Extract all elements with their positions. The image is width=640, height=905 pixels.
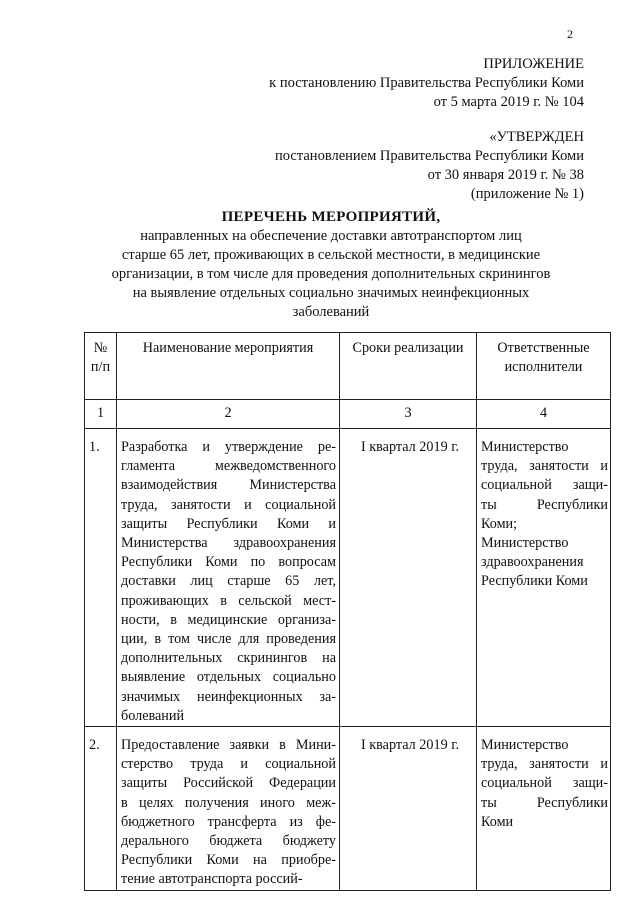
appendix-label: ПРИЛОЖЕНИЕ — [483, 56, 584, 72]
header-number-line1: № — [93, 340, 108, 356]
event-name-line: болеваний — [121, 707, 185, 724]
responsible-line: социальной защи- — [481, 775, 608, 792]
responsible-line: Министерство — [481, 535, 569, 552]
responsible-line: здравоохранения — [481, 554, 584, 571]
document-title: ПЕРЕЧЕНЬ МЕРОПРИЯТИЙ, — [221, 209, 441, 225]
row-number: 2. — [85, 727, 117, 891]
header-period-text: Сроки реализации — [352, 340, 464, 356]
responsible-line: Коми — [481, 813, 514, 830]
event-name-line: Разработка и утверждение ре- — [121, 439, 336, 455]
row-responsible — [477, 727, 611, 891]
event-name-line: Республики Коми на приобре- — [121, 852, 336, 869]
responsible-line: Министерство — [481, 439, 569, 455]
responsible-line: ты Республики — [481, 794, 608, 811]
header-responsible-line2: исполнители — [504, 359, 583, 376]
event-name-line: защиты Республики Коми и — [121, 515, 336, 532]
event-name-line: проживающих в сельской мест- — [121, 592, 336, 609]
row-period: I квартал 2019 г. — [340, 727, 477, 891]
responsible-line: Коми; — [481, 515, 518, 532]
event-name-line: в целях получения иного меж- — [121, 794, 336, 811]
events-table — [84, 332, 611, 891]
header-responsible — [477, 333, 611, 400]
header-number-line2: п/п — [90, 359, 111, 376]
approved-appendix-ref: (приложение № 1) — [470, 186, 584, 202]
event-name-line: стерство труда и социальной — [121, 756, 336, 773]
appendix-resolution: к постановлению Правительства Республики Коми — [269, 75, 584, 91]
event-name-line: ции, в том числе для проведения — [121, 631, 336, 648]
row-number: 1. — [85, 429, 117, 727]
column-number: 1 — [85, 400, 117, 429]
column-number: 2 — [117, 400, 340, 429]
header-name — [117, 333, 340, 400]
appendix-header — [269, 55, 584, 112]
event-name-line: защиты Российской Федерации — [121, 775, 336, 792]
approved-label: «УТВЕРЖДЕН — [489, 129, 584, 145]
approved-header — [275, 128, 584, 204]
subtitle-line: направленных на обеспечение доставки автотранспортом лиц — [140, 228, 522, 244]
event-name-line: дополнительных скринингов на — [121, 650, 336, 667]
row-period: I квартал 2019 г. — [340, 429, 477, 727]
column-number-row — [85, 400, 611, 429]
column-number: 3 — [340, 400, 477, 429]
event-name-line: ности, в медицинские организа- — [121, 611, 336, 628]
page-number: 2 — [567, 27, 573, 41]
responsible-line: Министерство — [481, 737, 569, 754]
table-body — [85, 429, 611, 891]
responsible-line: труда, занятости и — [481, 458, 608, 475]
event-name-line: Республики Коми по вопросам — [121, 554, 336, 571]
event-name-line: Министерства здравоохранения — [121, 535, 336, 552]
event-name-line: взаимодействия Министерства — [121, 477, 336, 494]
column-number: 4 — [477, 400, 611, 429]
subtitle-line: старше 65 лет, проживающих в сельской местности, в медицинские — [121, 247, 541, 263]
responsible-line: Республики Коми — [481, 573, 588, 590]
document-subtitle — [0, 227, 640, 322]
subtitle-line: организации, в том числе для проведения дополнительных скринингов — [111, 266, 551, 282]
header-name-text: Наименование мероприятия — [142, 340, 314, 356]
approved-resolution: постановлением Правительства Республики Коми — [275, 148, 584, 164]
event-name-line: доставки лиц старше 65 лет, — [121, 573, 336, 590]
event-name-line: бюджетного трансферта из фе- — [121, 813, 336, 830]
responsible-line: труда, занятости и — [481, 756, 608, 773]
header-number — [85, 333, 117, 400]
event-name-line: тение автотранспорта россий- — [121, 871, 303, 888]
row-event-name — [117, 429, 340, 727]
approved-date: от 30 января 2019 г. № 38 — [427, 167, 584, 183]
table-header-row — [85, 333, 611, 400]
event-name-line: дерального бюджета бюджету — [121, 833, 336, 850]
row-event-name — [117, 727, 340, 891]
row-responsible — [477, 429, 611, 727]
event-name-line: Предоставление заявки в Мини- — [121, 737, 336, 754]
responsible-line: ты Республики — [481, 496, 608, 513]
table-row — [85, 429, 611, 727]
subtitle-line: на выявление отдельных социально значимых неинфекционных — [132, 285, 530, 301]
header-period — [340, 333, 477, 400]
appendix-date: от 5 марта 2019 г. № 104 — [433, 94, 584, 110]
event-name-line: выявление отдельных социально — [121, 669, 336, 686]
table-row — [85, 727, 611, 891]
responsible-line: социальной защи- — [481, 477, 608, 494]
event-name-line: значимых неинфекционных за- — [121, 688, 336, 705]
event-name-line: труда, занятости и социальной — [121, 496, 336, 513]
header-responsible-line1: Ответственные — [497, 340, 590, 356]
subtitle-line: заболеваний — [292, 304, 370, 320]
event-name-line: гламента межведомственного — [121, 458, 336, 475]
